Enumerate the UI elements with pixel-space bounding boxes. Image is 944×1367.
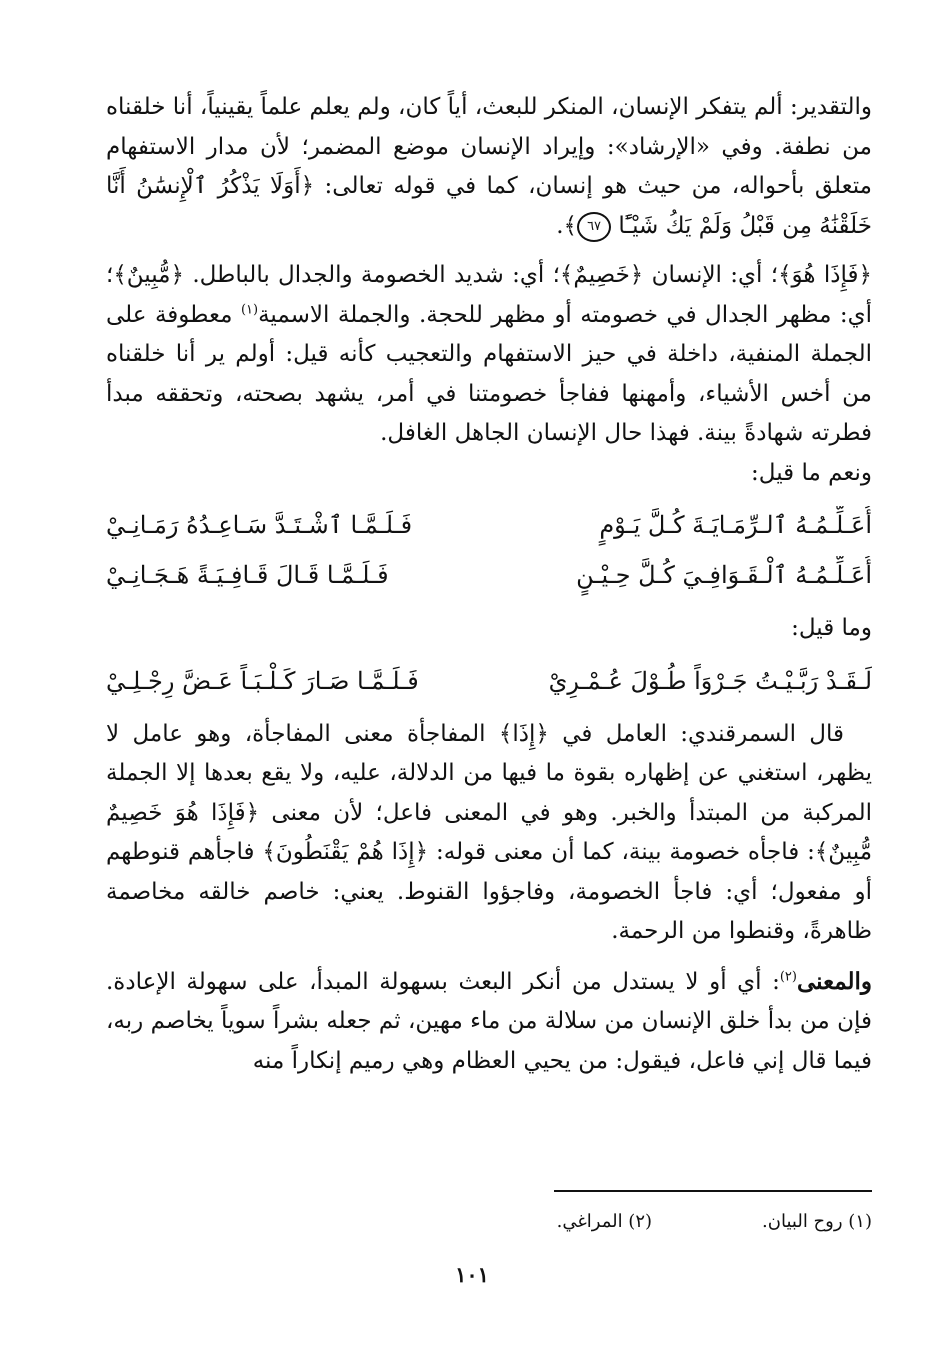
paragraph-2-text-a: ؛ أي: الإنسان [651, 262, 779, 288]
quran-phrase: ﴿خَصِيمٌ﴾ [559, 262, 644, 288]
poem-hemistich-second: فَـلَـمَّـا صَـارَ كَـلْـبَـاً عَـضَّ رِجْـلِـيْ [106, 666, 419, 695]
footnotes [106, 1207, 872, 1237]
page-body [106, 88, 872, 1081]
paragraph-5-text-d: فاجأهم قنوطهم أو مفعول؛ أي: فاجأ الخصومة، وفاجؤوا القنوط. يعني: خاصم خالقه مخاصمة ظاهرةً، وقنطوا من الرحمة. [106, 839, 872, 944]
paragraph-6-lead: والمعنى [796, 967, 872, 995]
quran-phrase: ﴿إِذَا﴾ [498, 720, 549, 747]
paragraph-5-text-a: قال السمرقندي: العامل في [562, 720, 845, 747]
paragraph-6 [106, 962, 872, 1082]
footnote-ref-1[interactable]: (١) [240, 301, 259, 317]
poem-hemistich-first: لَـقَـدْ رَبَّـيْـتُ جَـرْوَاً طُـوْلَ عُـمْـرِيْ [548, 666, 872, 695]
quran-phrase: ﴿مُّبِينٌ﴾ [113, 262, 184, 288]
paragraph-5 [106, 715, 872, 952]
quran-phrase: ﴿إِذَا هُمْ يَقْنَطُونَ﴾ [262, 839, 429, 865]
paragraph-2-text-d: معطوفة على الجملة المنفية، داخلة في حيز الاستفهام والتعجيب كأنه قيل: أولم ير أنا خلقناه من أخس الأشياء، وأمهنها ففاجأ خصومتنا في أمر، يشهد بصحته، وتحققه مبدأ فطرته شهادةً بينة. فهذا حال الإنسان الجاهل الغافل. [106, 301, 872, 446]
poem-verse [106, 551, 872, 601]
paragraph-2-text-c: ؛ أي: مظهر الجدال في خصومته أو مظهر للحجة. والجملة الاسمية [106, 262, 872, 328]
poem-verse [106, 501, 872, 551]
verse-number-marker: ٦٧ [577, 212, 611, 242]
paragraph-2-text-b: ؛ أي: شديد الخصومة والجدال بالباطل. [192, 262, 560, 288]
page-number: ١٠١ [455, 1262, 489, 1287]
paragraph-5-text-b: المفاجأة معنى المفاجأة، وهو عامل لا يظهر، استغني عن إظهاره بقوة ما فيها من الدلالة، عليه، ولا يقع بعدها إلا الجملة المركبة من المبتدأ والخبر. وهو في المعنى فاعل؛ لأن معنى [106, 720, 872, 826]
footnote-1: (١) روح البيان. [762, 1211, 872, 1232]
paragraph-6-text: : أي أو لا يستدل من أنكر البعث بسهولة المبدأ، على سهولة الإعادة. فإن من بدأ خلق الإنسان من سلالة من ماء مهين، ثم جعله بشراً سوياً يخاصم ربه، فيما قال إني فاعل، فيقول: من يحيي العظام وهي رميم إنكاراً منه [106, 968, 872, 1074]
quran-verse: ﴿أَوَلَا يَذْكُرُ ٱلْإِنسَٰنُ أَنَّا خَلَقْنَٰهُ مِن قَبْلُ وَلَمْ يَكُ شَيْـًٔا [106, 173, 872, 239]
poem-2 [106, 657, 872, 707]
quran-phrase: ﴿فَإِذَا هُوَ خَصِيمٌ مُّبِينٌ﴾ [106, 799, 873, 865]
quran-phrase: ﴿فَإِذَا هُوَ﴾ [778, 262, 873, 288]
paragraph-1 [106, 88, 872, 246]
poem-hemistich-first: أُعَـلِّـمُـهُ ٱلـرِّمَـايَـةَ كُـلَّ يَـوْمٍ [599, 511, 872, 540]
poem-1 [106, 501, 872, 601]
poem-hemistich-second: فَـلَـمَّـا ٱشْـتَـدَّ سَـاعِـدُهُ رَمَـانِـيْ [106, 511, 413, 540]
quran-verse-end: ﴾. [556, 212, 578, 239]
paragraph-3: ونعم ما قيل: [751, 459, 872, 486]
paragraph-2 [106, 256, 872, 454]
poem-hemistich-second: فَـلَـمَّـا قَـالَ قَـافِـيَـةً هَـجَـانِـيْ [106, 561, 389, 590]
footnote-2: (٢) المراغي. [556, 1211, 653, 1232]
poem-verse [106, 657, 872, 707]
paragraph-1-text: والتقدير: ألم يتفكر الإنسان، المنكر للبعث، أياً كان، ولم يعلم علماً يقينياً، أنا خلقناه من نطفة. وفي «الإرشاد»: وإيراد الإنسان موضع المضمر؛ لأن مدار الاستفهام متعلق بأحواله، من حيث هو إنسان، كما في قوله تعالى: [106, 94, 872, 199]
poem-hemistich-first: أُعَـلِّـمُـهُ ٱلْـقَـوَافِـيَ كُـلَّ حِـيْـنٍ [576, 561, 872, 590]
footnote-ref-2[interactable]: (٢) [779, 968, 797, 984]
footnote-divider [554, 1190, 872, 1192]
paragraph-4: وما قيل: [791, 615, 872, 641]
paragraph-5-text-c: : فاجأه خصومة بينة، كما أن معنى قوله: [436, 839, 815, 865]
